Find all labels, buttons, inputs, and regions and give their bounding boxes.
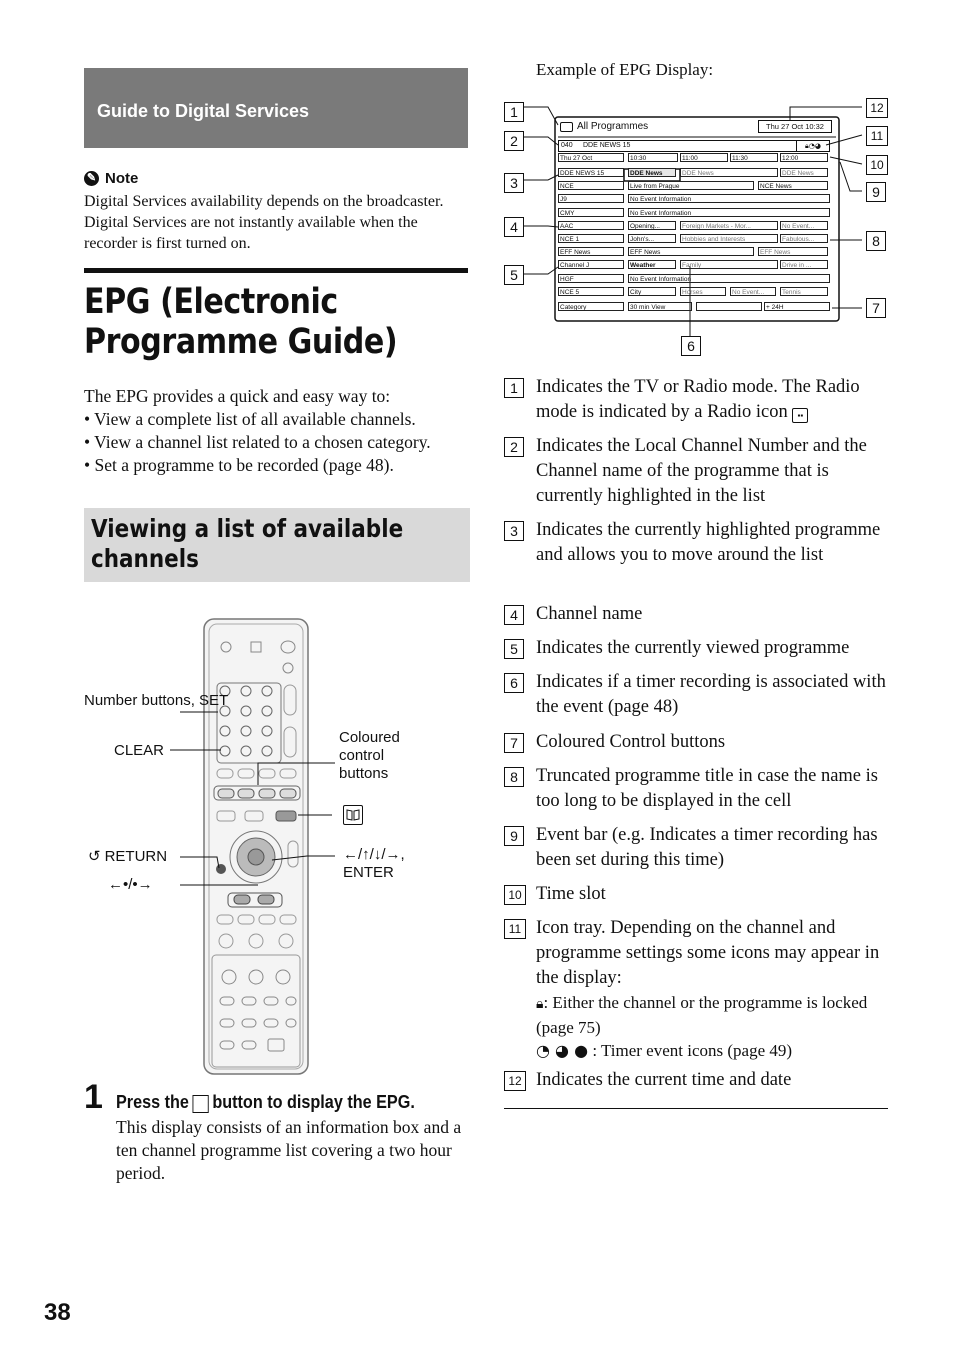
epg-datetime: Thu 27 Oct 10:32 [758, 120, 832, 133]
callout-7: 7 [866, 298, 886, 318]
section-end-rule [504, 1108, 888, 1109]
step-title-after: button to display the EPG. [212, 1092, 415, 1112]
callout-10: 10 [866, 155, 888, 175]
epg-colour-button: + 24H [764, 302, 830, 311]
legend-text: Indicates the currently viewed programme [536, 638, 850, 658]
legend-number: 8 [504, 767, 524, 787]
epg-programme-cell: Family [680, 260, 778, 269]
epg-mode [560, 121, 648, 132]
legend-item [504, 916, 894, 1060]
note-label: Note [105, 170, 139, 187]
epg-programme-cell: DDE News [628, 168, 676, 177]
epg-programme-cell: John's... [628, 234, 676, 243]
note-text: Digital Services availability depends on the broadcaster. Digital Services are not instantly available when the recorder is first turned on. [84, 193, 444, 252]
legend-item [504, 764, 894, 814]
legend-item [504, 670, 894, 720]
callout-2: 2 [504, 131, 524, 151]
step-title [116, 1092, 415, 1113]
info-name: DDE NEWS 15 [583, 142, 631, 149]
timer-icon: ◔ ◕ ● [536, 1041, 589, 1060]
tv-icon [560, 122, 573, 132]
epg-programme-cell: EFF News [758, 247, 828, 256]
legend-number: 2 [504, 437, 524, 457]
epg-channel-name: NCE 1 [558, 234, 624, 243]
epg-mode-text: All Programmes [577, 121, 649, 132]
legend-text: Indicates the current time and date [536, 1070, 792, 1090]
step-title-before: Press the [116, 1092, 189, 1112]
epg-programme-cell: NCE News [758, 181, 828, 190]
epg-channel-name: EFF News [558, 247, 624, 256]
timer-icon: ◔ [808, 142, 815, 150]
epg-programme-cell: DDE News [680, 168, 778, 177]
lock-icon: 🔒︎ [805, 142, 809, 150]
epg-programme-cell: Foreign Markets - Mor... [680, 221, 778, 230]
legend-number: 3 [504, 521, 524, 541]
icon-tray [796, 140, 830, 152]
intro-bullet: • View a channel list related to a chosen category. [84, 432, 431, 452]
legend-item [504, 518, 894, 593]
page-number: 38 [44, 1299, 71, 1326]
legend-text: Event bar (e.g. Indicates a timer recording has been set during this time) [536, 825, 878, 870]
epg-programme-cell: Drive in ... [780, 260, 828, 269]
callout-4: 4 [504, 217, 524, 237]
return-label: RETURN [104, 848, 168, 865]
epg-programme-cell: No Event... [730, 287, 776, 296]
legend-text: Indicates the Local Channel Number and the Channel name of the programme that is currently highlighted in the list [536, 436, 867, 506]
legend-text: Icon tray. Depending on the channel and programme settings some icons may appear in the display: 🔒︎: Either the channel or the programme is locked (page 75) ◔ ◕ ● : Timer event icons (page 49) [536, 916, 894, 1062]
epg-programme-cell: Weather [628, 260, 676, 269]
lock-note: 🔒︎: Either the channel or the programme is locked (page 75) [536, 993, 868, 1037]
legend-number: 5 [504, 639, 524, 659]
legend-item [504, 434, 894, 509]
epg-channel-name: J9 [558, 194, 624, 203]
epg-programme-cell: Live from Prague [628, 181, 754, 190]
epg-programme-cell: DDE News [780, 168, 828, 177]
epg-programme-cell: Horses [680, 287, 726, 296]
legend-number: 1 [504, 378, 524, 398]
return-label-group [88, 848, 167, 866]
epg-channel-name: Channel J [558, 260, 624, 269]
callout-11: 11 [866, 126, 888, 146]
intro-bullet: • Set a programme to be recorded (page 48). [84, 455, 394, 475]
epg-time-slot: 10:30 [628, 153, 678, 162]
epg-channel-name: NCE [558, 181, 624, 190]
timer-icon: ◕ [814, 142, 821, 150]
epg-programme-cell: EFF News [628, 247, 754, 256]
intro-bullet: • View a complete list of all available channels. [84, 409, 416, 429]
lock-icon: 🔒︎ [536, 996, 544, 1012]
legend-text: Coloured Control buttons [536, 732, 726, 752]
legend-item [504, 823, 894, 873]
epg-channel-name: CMY [558, 208, 624, 217]
section-header-text: Guide to Digital Services [97, 101, 310, 121]
epg-programme-cell: Opening... [628, 221, 676, 230]
legend-text: Truncated programme title in case the name is too long to be displayed in the cell [536, 766, 878, 811]
note-icon: ✎ [84, 171, 99, 186]
callout-12: 12 [866, 98, 888, 118]
legend-text: Indicates the TV or Radio mode. The Radio mode is indicated by a Radio icon ▪▪ [536, 377, 860, 422]
enter-label: ENTER [343, 864, 394, 881]
epg-programme-cell: No Event... [780, 221, 828, 230]
subsection-title: Viewing a list of available channels [91, 514, 404, 573]
callout-1: 1 [504, 102, 524, 122]
epg-programme-cell: No Event Information [628, 274, 830, 283]
callout-8: 8 [866, 231, 886, 251]
epg-grid [558, 153, 830, 313]
epg-programme-cell: Fabulous... [780, 234, 828, 243]
epg-programme-cell: Hobbies and Interests [680, 234, 778, 243]
legend-item [504, 882, 894, 907]
skip-label: ←•/•→ [108, 876, 153, 893]
epg-programme-cell: No Event Information [628, 208, 830, 217]
legend-item [504, 1068, 894, 1093]
step-body: This display consists of an information box and a ten channel programme list covering a two hour period. [116, 1117, 462, 1183]
epg-time-slot: 12:00 [780, 153, 828, 162]
legend-number: 10 [504, 885, 526, 905]
epg-colour-button: Category [558, 302, 624, 311]
epg-date-cell: Thu 27 Oct [558, 153, 624, 162]
clear-label: CLEAR [114, 742, 165, 759]
callout-9: 9 [866, 182, 886, 202]
legend-item [504, 636, 894, 661]
info-channel: 040 [561, 142, 573, 149]
epg-programme-cell: Tennis [780, 287, 828, 296]
epg-channel-name: NCE 5 [558, 287, 624, 296]
epg-diagram [500, 90, 900, 360]
legend-text: Indicates if a timer recording is associated with the event (page 48) [536, 672, 886, 717]
legend-number: 6 [504, 673, 524, 693]
return-icon: ↺ [88, 848, 101, 865]
guide-book-icon [343, 805, 363, 825]
number-buttons-label: Number buttons, SET [84, 692, 229, 709]
coloured-buttons-label: Coloured control buttons [339, 729, 400, 782]
legend-number: 7 [504, 733, 524, 753]
epg-channel-name: DDE NEWS 15 [558, 168, 624, 177]
legend-number: 4 [504, 605, 524, 625]
page-title: EPG (Electronic Programme Guide) [84, 282, 398, 362]
epg-programme-cell: City [628, 287, 676, 296]
callout-5: 5 [504, 265, 524, 285]
epg-time-slot: 11:30 [730, 153, 778, 162]
guide-book-icon [193, 1095, 209, 1113]
intro-lead: The EPG provides a quick and easy way to: [84, 386, 391, 406]
epg-channel-name: AAC [558, 221, 624, 230]
legend-number: 9 [504, 826, 524, 846]
epg-colour-button: 30 min View [628, 302, 692, 311]
legend-number: 12 [504, 1071, 526, 1091]
step-number: 1 [84, 1078, 103, 1116]
epg-caption: Example of EPG Display: [536, 60, 714, 79]
epg-time-slot: 11:00 [680, 153, 728, 162]
legend-item [504, 730, 894, 755]
legend-text: Indicates the currently highlighted programme and allows you to move around the list [536, 520, 881, 565]
epg-colour-button [696, 302, 762, 311]
epg-programme-cell: No Event Information [628, 194, 830, 203]
legend-text: Channel name [536, 604, 643, 624]
legend-text: Time slot [536, 884, 606, 904]
legend-item [504, 602, 894, 627]
arrows-label: ←/↑/↓/→, [343, 846, 405, 863]
timer-note: ◔ ◕ ● : Timer event icons (page 49) [536, 1041, 793, 1060]
epg-channel-name: HGF [558, 274, 624, 283]
epg-info-bar [558, 140, 830, 152]
legend-item [504, 375, 894, 425]
legend-number: 11 [504, 919, 526, 939]
callout-6: 6 [681, 336, 701, 356]
callout-3: 3 [504, 173, 524, 193]
radio-icon: ▪▪ [792, 408, 808, 423]
